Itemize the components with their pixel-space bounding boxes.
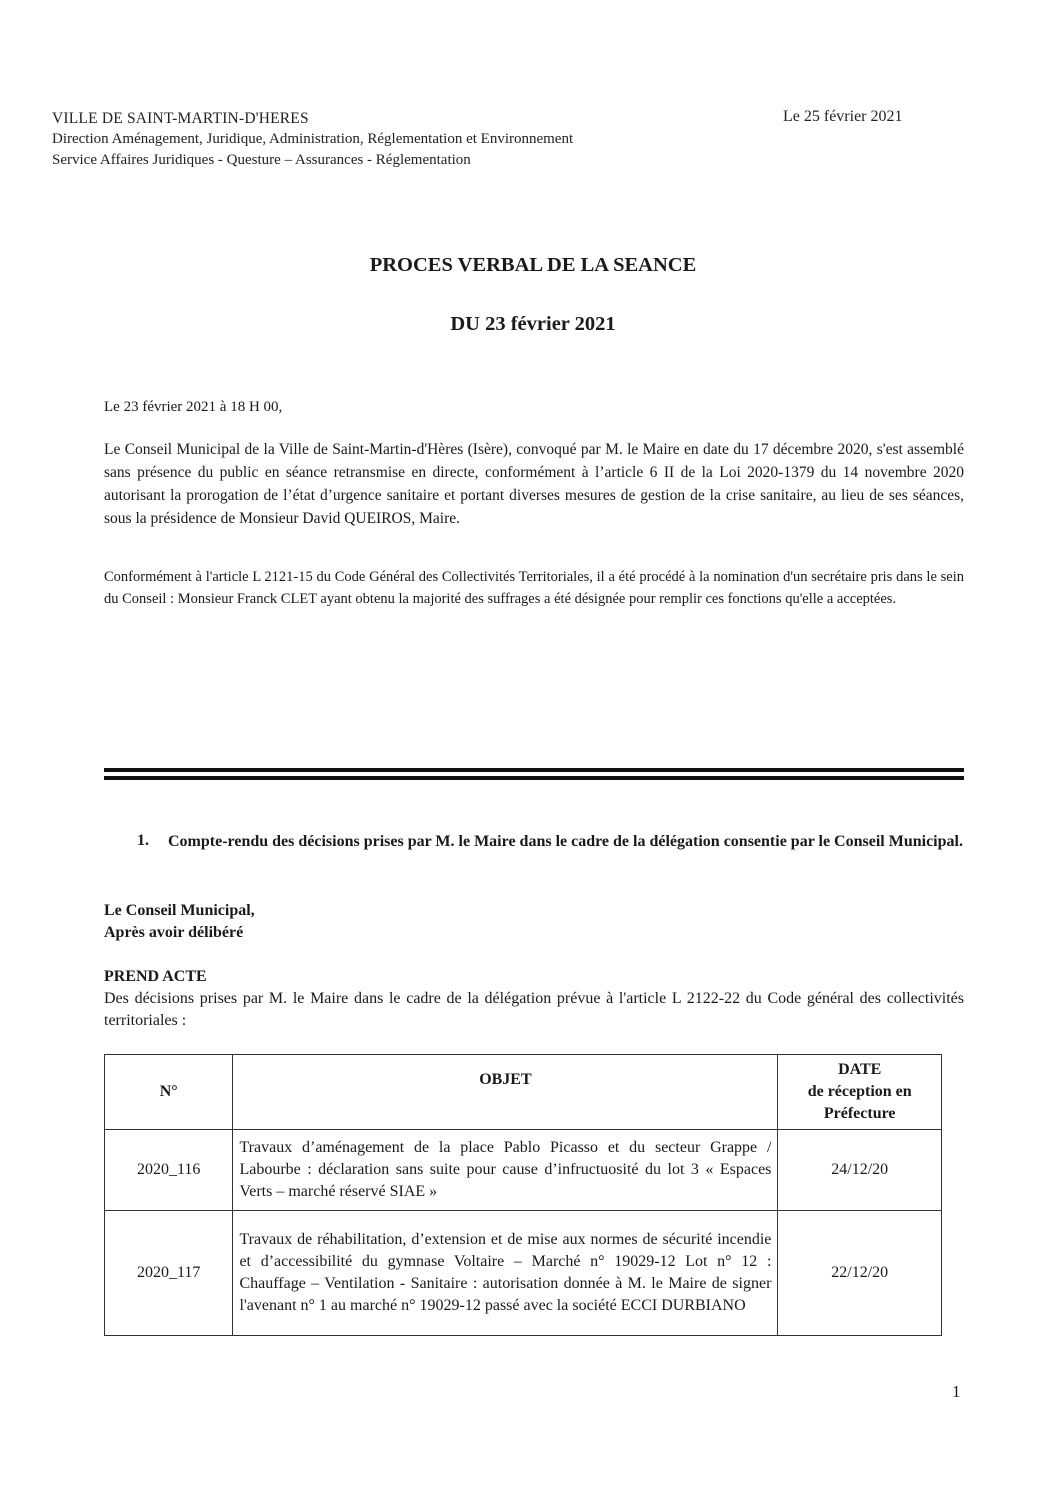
secretary-paragraph: Conformément à l'article L 2121-15 du Code Général des Collectivités Territoriales, il a été procédé à la nomination d'un secrétaire pris dans le sein du Conseil : Monsieur Franck CLET ayant obtenu la majorité des suffrages a été désignée pour remplir ces fonctions qu'elle a acceptées. xyxy=(104,569,964,607)
header-objet: OBJET xyxy=(233,1055,778,1130)
session-time: Le 23 février 2021 à 18 H 00, xyxy=(104,399,283,415)
header-date-line-2: de réception en xyxy=(807,1083,912,1100)
prend-acte-label: PREND ACTE xyxy=(104,968,207,985)
service-name: Service Affaires Juridiques - Questure – Assurances - Réglementation xyxy=(52,152,471,168)
decision-date: 22/12/20 xyxy=(778,1211,942,1336)
section-divider-bottom xyxy=(104,776,964,780)
header-date-line-3: Préfecture xyxy=(823,1105,896,1122)
table-header-row xyxy=(105,1055,942,1130)
table-row xyxy=(105,1211,942,1336)
section-number: 1. xyxy=(137,832,149,849)
header-number: N° xyxy=(105,1055,233,1130)
decision-date: 24/12/20 xyxy=(778,1130,942,1211)
decision-objet: Travaux de réhabilitation, d’extension et de mise aux normes de sécurité incendie et d’accessibilité du gymnase Voltaire – Marché n° 19029-12 Lot n° 12 : Chauffage – Ventilation - Sanitaire : autorisation donnée à M. le Maire de signer l'avenant n° 1 au marché n° 19029-12 passé avec la société ECCI DURBIANO xyxy=(233,1211,778,1336)
convocation-paragraph: Le Conseil Municipal de la Ville de Saint-Martin-d'Hères (Isère), convoqué par M. le Maire en date du 17 décembre 2020, s'est assemblé sans présence du public en séance retransmise en directe, conformément à l’article 6 II de la Loi 2020-1379 du 14 novembre 2020 autorisant la prorogation de l’état d’urgence sanitaire et portant diverses mesures de gestion de la crise sanitaire, au lieu de ses séances, sous la présidence de Monsieur David QUEIROS, Maire. xyxy=(104,441,964,527)
document-date: Le 25 février 2021 xyxy=(783,108,903,125)
letterhead xyxy=(52,108,573,171)
direction-name: Direction Aménagement, Juridique, Administration, Réglementation et Environnement xyxy=(52,131,574,147)
deliberation-label: Après avoir délibéré xyxy=(104,924,244,941)
table-row xyxy=(105,1130,942,1211)
section-divider-top xyxy=(104,768,964,772)
page-number: 1 xyxy=(952,1382,961,1401)
document-subtitle-date: DU 23 février 2021 xyxy=(450,313,616,335)
prend-acte-text: Des décisions prises par M. le Maire dans le cadre de la délégation prévue à l'article L 2122-22 du Code général des collectivités territoriales : xyxy=(104,990,964,1029)
council-label: Le Conseil Municipal, xyxy=(104,902,255,919)
city-name: VILLE DE SAINT-MARTIN-D'HERES xyxy=(52,110,309,127)
header-date-line-1: DATE xyxy=(838,1061,882,1078)
decision-objet: Travaux d’aménagement de la place Pablo Picasso et du secteur Grappe / Labourbe : déclaration sans suite pour cause d’infructuosité du lot 3 « Espaces Verts – marché réservé SIAE » xyxy=(233,1130,778,1211)
decision-number: 2020_116 xyxy=(105,1130,233,1211)
header-date xyxy=(778,1055,942,1130)
decisions-table xyxy=(104,1054,942,1336)
decision-number: 2020_117 xyxy=(105,1211,233,1336)
section-heading: Compte-rendu des décisions prises par M. le Maire dans le cadre de la délégation consentie par le Conseil Municipal. xyxy=(168,833,963,850)
document-title: PROCES VERBAL DE LA SEANCE xyxy=(369,254,697,276)
